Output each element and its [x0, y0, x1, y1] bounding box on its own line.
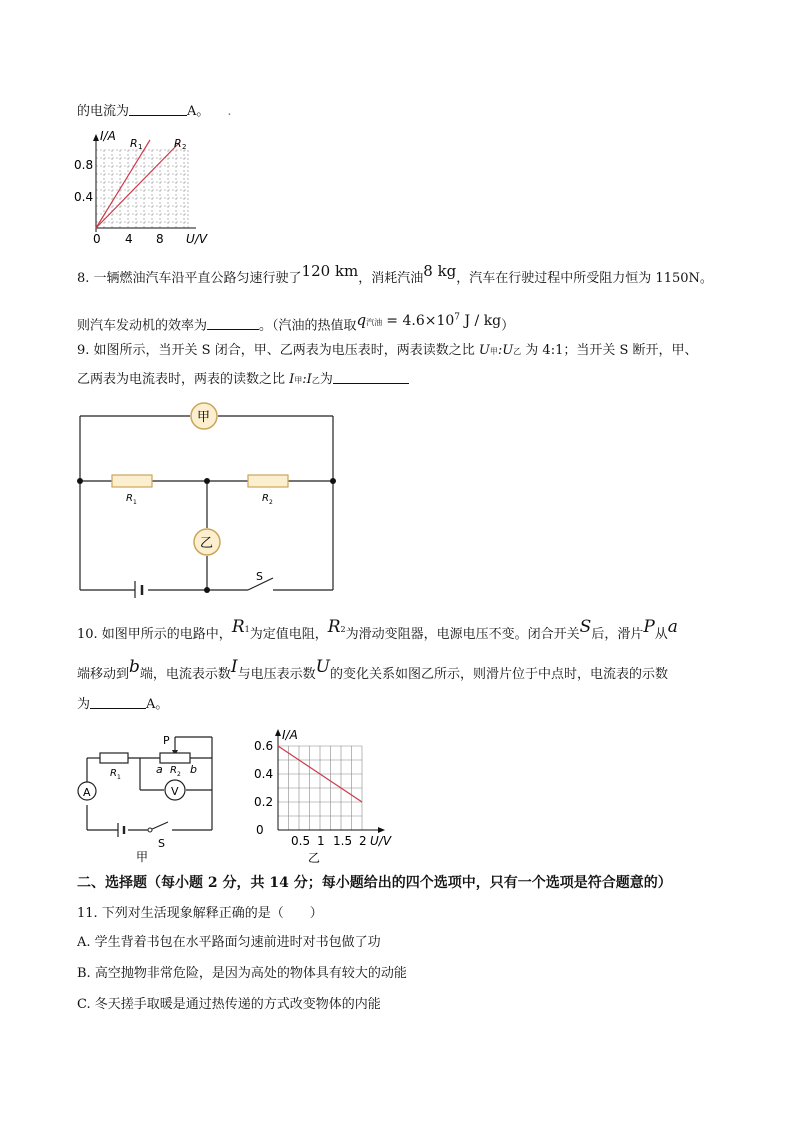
x-axis-label: U/V	[370, 834, 392, 848]
r2-sub: 2	[177, 771, 181, 778]
u-symbol: U	[315, 657, 330, 677]
q8-text: ）	[501, 318, 515, 334]
q8-text: 。（汽油的热值取	[259, 318, 357, 334]
q10-text: A。	[146, 697, 169, 712]
slider-p-label: P	[163, 734, 170, 747]
q11-stem: 11. 下列对生活现象解释正确的是（ ）	[77, 906, 323, 921]
switch-label: S	[158, 837, 165, 850]
r1-symbol: R	[231, 617, 245, 637]
r1-label: R	[110, 768, 117, 779]
r2-sub: 2	[340, 625, 346, 634]
i-symbol: I	[230, 657, 238, 677]
x-tick: 1.5	[333, 834, 353, 848]
q9-text: 乙两表为电流表时，两表的读数之比	[77, 372, 286, 387]
y-tick: 0.2	[254, 795, 274, 809]
q-unit: J / kg	[460, 313, 502, 330]
q10-text: 端移动到	[77, 667, 130, 682]
q10-text: 为定值电阻，	[249, 627, 328, 642]
r1-sub: 1	[244, 625, 250, 634]
q10-line1	[77, 617, 678, 645]
y-axis-label: I/A	[282, 728, 298, 742]
q10-text: 端，电流表示数	[139, 667, 231, 682]
x-tick: 8	[156, 232, 164, 246]
q10-text: 从	[654, 627, 668, 642]
heat-value-formula	[356, 311, 502, 330]
rheostat-r2	[160, 753, 190, 763]
r2-label: R	[262, 493, 269, 504]
terminal-b-label: b	[190, 763, 197, 776]
p-symbol: P	[643, 617, 655, 637]
q8-text: 8. 一辆燃油汽车沿平直公路匀速行驶了	[77, 271, 302, 286]
q10-text: 后，滑片	[591, 627, 644, 642]
y-tick: 0.6	[254, 739, 274, 753]
option-b[interactable]: B. 高空抛物非常危险，是因为高处的物体具有较大的动能	[77, 966, 407, 981]
iu-chart-yi	[250, 724, 410, 866]
ratio-i: I	[289, 372, 295, 387]
q8-distance: 120 km	[301, 262, 359, 280]
junction-dot	[204, 478, 210, 484]
y-tick: 0.4	[254, 767, 274, 781]
x-tick: 2	[359, 834, 367, 848]
junction-dot	[330, 478, 336, 484]
ammeter-label: A	[83, 786, 91, 799]
r1-label: R	[130, 137, 138, 150]
figure-jia-caption: 甲	[136, 850, 149, 864]
x-tick: 4	[125, 232, 133, 246]
iu-graph-r1-r2	[68, 128, 228, 250]
voltmeter-label: V	[171, 785, 179, 798]
answer-blank[interactable]	[207, 317, 259, 330]
switch-label: S	[256, 570, 263, 583]
q7-suffix: A。	[187, 104, 210, 119]
q9-text: 为	[319, 372, 333, 387]
r2-label: R	[174, 137, 182, 150]
section-heading: 二、选择题（每小题 2 分，共 14 分；每小题给出的四个选项中，只有一个选项是符合题意的）	[77, 875, 672, 891]
r2-sub: 2	[182, 143, 187, 151]
q8-text: ，消耗汽油	[358, 271, 424, 286]
q9-line2	[77, 371, 409, 390]
q8-line2	[77, 313, 514, 336]
r2-symbol: R	[327, 617, 341, 637]
option-a[interactable]: A. 学生背着书包在水平路面匀速前进时对书包做了功	[77, 935, 381, 950]
origin-label: 0	[256, 823, 264, 837]
ratio-u: U	[478, 343, 490, 358]
ratio-i: :I	[302, 372, 312, 387]
y-tick: 0.8	[74, 158, 94, 172]
r1-sub: 1	[133, 499, 137, 506]
answer-blank[interactable]	[90, 696, 146, 709]
q7-answer-line	[77, 103, 232, 121]
y-tick: 0.4	[74, 190, 94, 204]
sub: 乙	[513, 347, 522, 356]
b-symbol: b	[129, 657, 140, 677]
q10-text: 与电压表示数	[237, 667, 316, 682]
resistor-r1	[100, 753, 128, 763]
figure-yi-caption: 乙	[308, 851, 321, 865]
meter-yi-label: 乙	[200, 536, 214, 551]
origin-label: 0	[93, 232, 101, 246]
q10-line3	[77, 696, 168, 714]
stray-dot: .	[227, 104, 232, 119]
terminal-a-label: a	[156, 763, 163, 776]
q-sub: 汽油	[366, 318, 383, 328]
answer-blank[interactable]	[129, 103, 187, 116]
option-c[interactable]: C. 冬天搓手取暖是通过热传递的方式改变物体的内能	[77, 997, 381, 1012]
q-value: = 4.6×10	[386, 313, 455, 330]
sub: 甲	[489, 347, 498, 356]
q8-mass: 8 kg	[423, 262, 457, 280]
junction-dot	[77, 478, 83, 484]
q10-text: 为滑动变阻器，电源电压不变。闭合开关	[345, 627, 580, 642]
q10-line2	[77, 657, 668, 684]
q9-text: 9. 如图所示，当开关 S 闭合，甲、乙两表为电压表时，两表读数之比	[77, 343, 475, 358]
x-tick: 1	[317, 834, 325, 848]
s-symbol: S	[579, 617, 592, 637]
meter-jia-label: 甲	[197, 410, 211, 425]
q8-text: ，汽车在行驶过程中所受阻力恒为 1150N。	[456, 271, 713, 286]
a-symbol: a	[667, 617, 678, 637]
q-exponent: 7	[454, 313, 461, 323]
q10-text: 10. 如图甲所示的电路中，	[77, 627, 232, 642]
y-axis-label: I/A	[100, 129, 116, 143]
answer-blank[interactable]	[333, 371, 409, 384]
q8-line1	[77, 262, 713, 288]
x-tick: 0.5	[291, 834, 311, 848]
q9-line1	[77, 342, 698, 361]
sub: 甲	[294, 376, 303, 385]
sub: 乙	[311, 376, 320, 385]
r1-sub: 1	[117, 774, 121, 781]
switch-pivot	[148, 828, 152, 832]
r2-label: R	[170, 765, 177, 776]
r2-sub: 2	[269, 499, 273, 506]
circuit-diagram-q9	[70, 398, 345, 598]
ratio-u: :U	[497, 343, 514, 358]
junction-dot	[204, 587, 210, 593]
q-symbol: q	[356, 311, 367, 330]
r1-sub: 1	[138, 143, 143, 151]
r1-label: R	[126, 493, 133, 504]
r2-line	[96, 142, 180, 228]
q9-text: 为 4:1；当开关 S 断开，甲、	[521, 343, 698, 358]
q10-text: 为	[77, 697, 91, 712]
q7-prefix: 的电流为	[77, 104, 130, 119]
circuit-diagram-q10	[72, 726, 222, 866]
x-axis-label: U/V	[186, 232, 208, 246]
q8-text: 则汽车发动机的效率为	[77, 318, 208, 334]
q10-text: 的变化关系如图乙所示，则滑片位于中点时，电流表的示数	[329, 667, 668, 682]
resistor-r2	[248, 475, 288, 487]
resistor-r1	[112, 475, 152, 487]
